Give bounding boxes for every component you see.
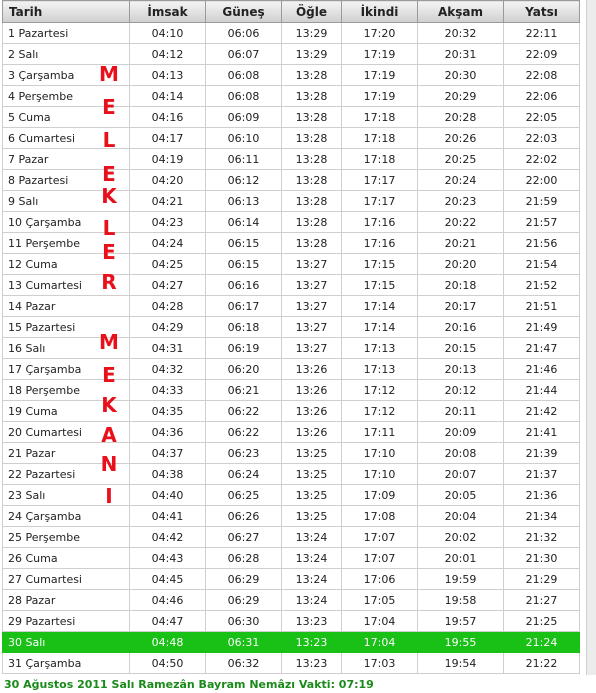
table-row[interactable]: [3, 107, 580, 128]
cell-ikindi: 17:17: [342, 191, 418, 212]
cell-gunes: 06:31: [206, 632, 282, 653]
cell-date: 14 Pazar: [3, 296, 130, 317]
table-row[interactable]: [3, 485, 580, 506]
cell-date: 5 Cuma: [3, 107, 130, 128]
cell-aksam: 20:11: [418, 401, 504, 422]
cell-gunes: 06:09: [206, 107, 282, 128]
cell-gunes: 06:13: [206, 191, 282, 212]
table-row[interactable]: [3, 233, 580, 254]
cell-date: 25 Perşembe: [3, 527, 130, 548]
cell-imsak: 04:19: [130, 149, 206, 170]
cell-gunes: 06:29: [206, 590, 282, 611]
table-row[interactable]: [3, 632, 580, 653]
table-row[interactable]: [3, 191, 580, 212]
table-row[interactable]: [3, 464, 580, 485]
cell-ogle: 13:25: [282, 485, 342, 506]
table-row[interactable]: [3, 422, 580, 443]
cell-ikindi: 17:03: [342, 653, 418, 674]
cell-gunes: 06:23: [206, 443, 282, 464]
cell-gunes: 06:22: [206, 422, 282, 443]
cell-aksam: 20:21: [418, 233, 504, 254]
cell-ogle: 13:24: [282, 527, 342, 548]
cell-yatsi: 21:42: [504, 401, 580, 422]
cell-yatsi: 21:39: [504, 443, 580, 464]
cell-yatsi: 21:52: [504, 275, 580, 296]
cell-date: 15 Pazartesi: [3, 317, 130, 338]
cell-ikindi: 17:20: [342, 23, 418, 44]
cell-aksam: 20:18: [418, 275, 504, 296]
cell-imsak: 04:24: [130, 233, 206, 254]
watermark-letter: I: [105, 484, 113, 508]
cell-imsak: 04:43: [130, 548, 206, 569]
cell-yatsi: 22:03: [504, 128, 580, 149]
cell-ogle: 13:27: [282, 296, 342, 317]
watermark-letter: E: [102, 363, 116, 387]
header-ogle[interactable]: Öğle: [282, 1, 342, 23]
cell-imsak: 04:23: [130, 212, 206, 233]
cell-gunes: 06:24: [206, 464, 282, 485]
watermark-letter: L: [102, 216, 116, 240]
cell-ogle: 13:28: [282, 86, 342, 107]
cell-gunes: 06:06: [206, 23, 282, 44]
cell-aksam: 20:01: [418, 548, 504, 569]
watermark-letter: M: [99, 62, 119, 86]
cell-aksam: 19:55: [418, 632, 504, 653]
table-row[interactable]: [3, 338, 580, 359]
cell-gunes: 06:29: [206, 569, 282, 590]
table-row[interactable]: [3, 212, 580, 233]
table-row[interactable]: [3, 23, 580, 44]
watermark-letter: L: [102, 128, 116, 152]
cell-date: 24 Çarşamba: [3, 506, 130, 527]
scrollbar[interactable]: [586, 0, 596, 675]
cell-aksam: 20:16: [418, 317, 504, 338]
watermark-letter: E: [102, 240, 116, 264]
cell-ogle: 13:23: [282, 611, 342, 632]
table-row[interactable]: [3, 611, 580, 632]
cell-ikindi: 17:17: [342, 170, 418, 191]
cell-date: 10 Çarşamba: [3, 212, 130, 233]
cell-ikindi: 17:18: [342, 128, 418, 149]
cell-imsak: 04:20: [130, 170, 206, 191]
cell-ikindi: 17:19: [342, 44, 418, 65]
cell-ikindi: 17:04: [342, 611, 418, 632]
cell-aksam: 19:59: [418, 569, 504, 590]
cell-date: 20 Cumartesi: [3, 422, 130, 443]
cell-ikindi: 17:07: [342, 527, 418, 548]
cell-date: 18 Perşembe: [3, 380, 130, 401]
cell-imsak: 04:31: [130, 338, 206, 359]
cell-date: 30 Salı: [3, 632, 130, 653]
cell-aksam: 20:30: [418, 65, 504, 86]
cell-ikindi: 17:18: [342, 149, 418, 170]
cell-ogle: 13:28: [282, 233, 342, 254]
cell-imsak: 04:13: [130, 65, 206, 86]
cell-gunes: 06:16: [206, 275, 282, 296]
cell-gunes: 06:15: [206, 233, 282, 254]
cell-ikindi: 17:18: [342, 107, 418, 128]
cell-date: 2 Salı: [3, 44, 130, 65]
cell-imsak: 04:40: [130, 485, 206, 506]
cell-gunes: 06:20: [206, 359, 282, 380]
cell-date: 3 Çarşamba: [3, 65, 130, 86]
cell-yatsi: 22:02: [504, 149, 580, 170]
cell-aksam: 20:09: [418, 422, 504, 443]
cell-imsak: 04:28: [130, 296, 206, 317]
cell-ikindi: 17:09: [342, 485, 418, 506]
table-row[interactable]: [3, 359, 580, 380]
cell-imsak: 04:33: [130, 380, 206, 401]
cell-gunes: 06:15: [206, 254, 282, 275]
table-row[interactable]: [3, 317, 580, 338]
cell-imsak: 04:36: [130, 422, 206, 443]
cell-gunes: 06:07: [206, 44, 282, 65]
cell-gunes: 06:32: [206, 653, 282, 674]
cell-ogle: 13:28: [282, 170, 342, 191]
cell-imsak: 04:16: [130, 107, 206, 128]
cell-ogle: 13:24: [282, 548, 342, 569]
cell-yatsi: 21:56: [504, 233, 580, 254]
cell-yatsi: 21:37: [504, 464, 580, 485]
cell-ogle: 13:28: [282, 191, 342, 212]
cell-ogle: 13:24: [282, 569, 342, 590]
cell-date: 7 Pazar: [3, 149, 130, 170]
cell-ikindi: 17:12: [342, 380, 418, 401]
header-aksam[interactable]: Akşam: [418, 1, 504, 23]
cell-ogle: 13:24: [282, 590, 342, 611]
header-yatsi[interactable]: Yatsı: [504, 1, 580, 23]
cell-gunes: 06:08: [206, 86, 282, 107]
cell-aksam: 20:32: [418, 23, 504, 44]
cell-aksam: 20:04: [418, 506, 504, 527]
cell-ogle: 13:23: [282, 653, 342, 674]
cell-aksam: 20:17: [418, 296, 504, 317]
table-row[interactable]: [3, 254, 580, 275]
cell-gunes: 06:10: [206, 128, 282, 149]
cell-ogle: 13:29: [282, 23, 342, 44]
table-row[interactable]: [3, 527, 580, 548]
cell-ikindi: 17:06: [342, 569, 418, 590]
table-row[interactable]: [3, 590, 580, 611]
cell-date: 9 Salı: [3, 191, 130, 212]
cell-aksam: 20:20: [418, 254, 504, 275]
watermark-letter: A: [101, 423, 117, 447]
cell-date: 27 Cumartesi: [3, 569, 130, 590]
cell-date: 13 Cumartesi: [3, 275, 130, 296]
header-row: [3, 1, 580, 23]
cell-yatsi: 21:36: [504, 485, 580, 506]
table-row[interactable]: [3, 443, 580, 464]
cell-date: 26 Cuma: [3, 548, 130, 569]
cell-ikindi: 17:19: [342, 86, 418, 107]
cell-imsak: 04:10: [130, 23, 206, 44]
cell-ikindi: 17:16: [342, 233, 418, 254]
cell-date: 23 Salı: [3, 485, 130, 506]
table-row[interactable]: [3, 44, 580, 65]
cell-imsak: 04:29: [130, 317, 206, 338]
cell-ogle: 13:25: [282, 443, 342, 464]
table-row[interactable]: [3, 380, 580, 401]
watermark-letter: K: [101, 393, 117, 417]
cell-ikindi: 17:12: [342, 401, 418, 422]
cell-ikindi: 17:14: [342, 317, 418, 338]
cell-yatsi: 21:59: [504, 191, 580, 212]
cell-date: 11 Perşembe: [3, 233, 130, 254]
cell-gunes: 06:30: [206, 611, 282, 632]
cell-gunes: 06:11: [206, 149, 282, 170]
watermark-letter: M: [99, 330, 119, 354]
table-row[interactable]: [3, 296, 580, 317]
cell-yatsi: 21:22: [504, 653, 580, 674]
cell-aksam: 20:26: [418, 128, 504, 149]
cell-date: 16 Salı: [3, 338, 130, 359]
cell-imsak: 04:35: [130, 401, 206, 422]
prayer-times-table: [2, 0, 580, 674]
cell-imsak: 04:12: [130, 44, 206, 65]
cell-imsak: 04:41: [130, 506, 206, 527]
cell-ikindi: 17:16: [342, 212, 418, 233]
cell-imsak: 04:42: [130, 527, 206, 548]
cell-aksam: 19:54: [418, 653, 504, 674]
cell-date: 6 Cumartesi: [3, 128, 130, 149]
cell-yatsi: 22:05: [504, 107, 580, 128]
watermark-letter: R: [101, 270, 117, 294]
cell-ogle: 13:27: [282, 254, 342, 275]
cell-ogle: 13:27: [282, 275, 342, 296]
watermark-letter: N: [100, 452, 118, 476]
cell-ikindi: 17:05: [342, 590, 418, 611]
cell-yatsi: 22:00: [504, 170, 580, 191]
cell-yatsi: 22:08: [504, 65, 580, 86]
table-row[interactable]: [3, 275, 580, 296]
cell-aksam: 20:31: [418, 44, 504, 65]
cell-imsak: 04:45: [130, 569, 206, 590]
cell-gunes: 06:14: [206, 212, 282, 233]
cell-ikindi: 17:11: [342, 422, 418, 443]
cell-imsak: 04:47: [130, 611, 206, 632]
cell-ogle: 13:28: [282, 128, 342, 149]
cell-ogle: 13:25: [282, 464, 342, 485]
cell-aksam: 20:15: [418, 338, 504, 359]
cell-ikindi: 17:15: [342, 254, 418, 275]
cell-yatsi: 21:24: [504, 632, 580, 653]
cell-ikindi: 17:10: [342, 443, 418, 464]
watermark-letter: E: [102, 162, 116, 186]
cell-aksam: 20:23: [418, 191, 504, 212]
cell-gunes: 06:22: [206, 401, 282, 422]
cell-date: 1 Pazartesi: [3, 23, 130, 44]
cell-aksam: 20:12: [418, 380, 504, 401]
cell-ogle: 13:29: [282, 44, 342, 65]
cell-aksam: 19:57: [418, 611, 504, 632]
cell-yatsi: 21:49: [504, 317, 580, 338]
footer-note: 30 Ağustos 2011 Salı Ramezân Bayram Nemâzı Vakti: 07:19: [4, 678, 374, 691]
cell-ikindi: 17:07: [342, 548, 418, 569]
cell-ogle: 13:28: [282, 107, 342, 128]
header-gunes[interactable]: Güneş: [206, 1, 282, 23]
cell-ogle: 13:28: [282, 212, 342, 233]
cell-yatsi: 21:29: [504, 569, 580, 590]
cell-gunes: 06:12: [206, 170, 282, 191]
cell-yatsi: 21:44: [504, 380, 580, 401]
cell-ogle: 13:27: [282, 338, 342, 359]
cell-date: 29 Pazartesi: [3, 611, 130, 632]
cell-date: 4 Perşembe: [3, 86, 130, 107]
cell-imsak: 04:50: [130, 653, 206, 674]
cell-ikindi: 17:08: [342, 506, 418, 527]
cell-gunes: 06:08: [206, 65, 282, 86]
cell-ogle: 13:26: [282, 380, 342, 401]
cell-yatsi: 22:06: [504, 86, 580, 107]
cell-ogle: 13:26: [282, 401, 342, 422]
header-ikindi[interactable]: İkindi: [342, 1, 418, 23]
cell-aksam: 20:28: [418, 107, 504, 128]
cell-ogle: 13:28: [282, 65, 342, 86]
table-row[interactable]: [3, 149, 580, 170]
cell-ikindi: 17:13: [342, 359, 418, 380]
cell-aksam: 20:02: [418, 527, 504, 548]
table-row[interactable]: [3, 86, 580, 107]
cell-aksam: 19:58: [418, 590, 504, 611]
cell-ogle: 13:26: [282, 359, 342, 380]
table-row[interactable]: [3, 506, 580, 527]
cell-ikindi: 17:19: [342, 65, 418, 86]
cell-ogle: 13:25: [282, 506, 342, 527]
cell-yatsi: 22:11: [504, 23, 580, 44]
cell-imsak: 04:17: [130, 128, 206, 149]
cell-imsak: 04:14: [130, 86, 206, 107]
cell-imsak: 04:46: [130, 590, 206, 611]
cell-imsak: 04:37: [130, 443, 206, 464]
watermark-letter: K: [101, 184, 117, 208]
cell-ikindi: 17:13: [342, 338, 418, 359]
cell-date: 22 Pazartesi: [3, 464, 130, 485]
header-tarih[interactable]: Tarih: [3, 1, 130, 23]
cell-imsak: 04:25: [130, 254, 206, 275]
table-row[interactable]: [3, 569, 580, 590]
cell-date: 31 Çarşamba: [3, 653, 130, 674]
table-row[interactable]: [3, 170, 580, 191]
cell-ogle: 13:28: [282, 149, 342, 170]
cell-gunes: 06:21: [206, 380, 282, 401]
cell-date: 28 Pazar: [3, 590, 130, 611]
cell-aksam: 20:05: [418, 485, 504, 506]
cell-yatsi: 21:27: [504, 590, 580, 611]
cell-gunes: 06:28: [206, 548, 282, 569]
cell-ogle: 13:27: [282, 317, 342, 338]
cell-ikindi: 17:15: [342, 275, 418, 296]
cell-ogle: 13:23: [282, 632, 342, 653]
cell-yatsi: 21:41: [504, 422, 580, 443]
cell-imsak: 04:32: [130, 359, 206, 380]
cell-aksam: 20:07: [418, 464, 504, 485]
cell-yatsi: 21:34: [504, 506, 580, 527]
cell-yatsi: 22:09: [504, 44, 580, 65]
cell-date: 19 Cuma: [3, 401, 130, 422]
cell-imsak: 04:21: [130, 191, 206, 212]
cell-gunes: 06:19: [206, 338, 282, 359]
cell-yatsi: 21:46: [504, 359, 580, 380]
cell-gunes: 06:17: [206, 296, 282, 317]
cell-gunes: 06:25: [206, 485, 282, 506]
cell-aksam: 20:22: [418, 212, 504, 233]
cell-yatsi: 21:25: [504, 611, 580, 632]
cell-date: 8 Pazartesi: [3, 170, 130, 191]
cell-ikindi: 17:14: [342, 296, 418, 317]
cell-yatsi: 21:47: [504, 338, 580, 359]
cell-gunes: 06:27: [206, 527, 282, 548]
cell-gunes: 06:26: [206, 506, 282, 527]
cell-ikindi: 17:10: [342, 464, 418, 485]
table-row[interactable]: [3, 548, 580, 569]
table-row[interactable]: [3, 401, 580, 422]
cell-aksam: 20:29: [418, 86, 504, 107]
cell-date: 12 Cuma: [3, 254, 130, 275]
watermark-letter: E: [102, 95, 116, 119]
cell-imsak: 04:38: [130, 464, 206, 485]
cell-aksam: 20:13: [418, 359, 504, 380]
cell-date: 17 Çarşamba: [3, 359, 130, 380]
cell-yatsi: 21:30: [504, 548, 580, 569]
cell-ogle: 13:26: [282, 422, 342, 443]
cell-yatsi: 21:32: [504, 527, 580, 548]
table-row[interactable]: [3, 128, 580, 149]
cell-aksam: 20:08: [418, 443, 504, 464]
cell-yatsi: 21:57: [504, 212, 580, 233]
cell-imsak: 04:48: [130, 632, 206, 653]
cell-imsak: 04:27: [130, 275, 206, 296]
cell-yatsi: 21:51: [504, 296, 580, 317]
table-row[interactable]: [3, 65, 580, 86]
table-row[interactable]: [3, 653, 580, 674]
cell-ikindi: 17:04: [342, 632, 418, 653]
cell-gunes: 06:18: [206, 317, 282, 338]
cell-date: 21 Pazar: [3, 443, 130, 464]
cell-aksam: 20:24: [418, 170, 504, 191]
header-imsak[interactable]: İmsak: [130, 1, 206, 23]
cell-yatsi: 21:54: [504, 254, 580, 275]
cell-aksam: 20:25: [418, 149, 504, 170]
